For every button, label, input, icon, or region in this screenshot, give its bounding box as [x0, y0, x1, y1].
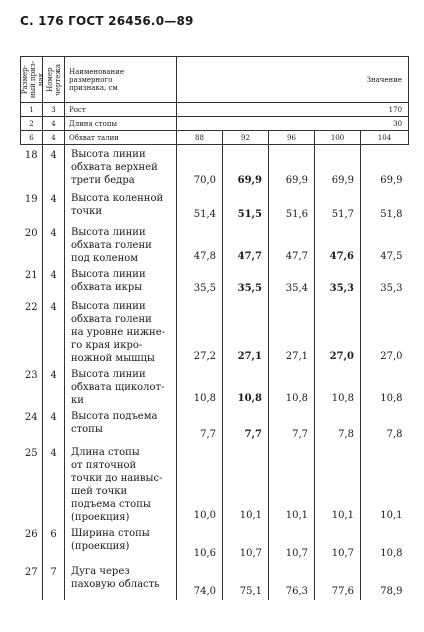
- size-104: 104: [361, 131, 409, 145]
- table-row: [21, 524, 409, 562]
- cell-value: 27,1: [269, 297, 315, 365]
- cell-value: 47,7: [223, 223, 269, 265]
- row-name: Высота линии обхвата икры: [65, 265, 177, 297]
- cell-value: 69,9: [361, 145, 409, 189]
- cell-value: 10,7: [315, 524, 361, 562]
- table-row: [21, 407, 409, 443]
- cell-value: 10,8: [361, 524, 409, 562]
- table-row: [21, 189, 409, 223]
- row-no: 1: [21, 103, 43, 117]
- cell-value: 69,9: [315, 145, 361, 189]
- row-value: 170: [177, 103, 409, 117]
- size-88: 88: [177, 131, 223, 145]
- cell-value: 10,8: [315, 365, 361, 407]
- row-drawing: 4: [43, 265, 65, 297]
- size-96: 96: [269, 131, 315, 145]
- cell-value: 35,5: [223, 265, 269, 297]
- cell-value: 51,7: [315, 189, 361, 223]
- cell-value: 47,8: [177, 223, 223, 265]
- row-drawing: 4: [43, 145, 65, 189]
- row-no: 2: [21, 117, 43, 131]
- cell-value: 70,0: [177, 145, 223, 189]
- cell-value: 7,7: [223, 407, 269, 443]
- table-row: [21, 223, 409, 265]
- table-row: [21, 145, 409, 189]
- cell-value: 51,4: [177, 189, 223, 223]
- size-92: 92: [223, 131, 269, 145]
- table-row: [21, 297, 409, 365]
- cell-value: 76,3: [269, 562, 315, 600]
- row-drawing: 4: [43, 117, 65, 131]
- row-no: 21: [24, 269, 38, 281]
- row-name: Рост: [65, 103, 177, 117]
- table-row: [21, 562, 409, 600]
- row-no: 25: [24, 447, 38, 459]
- size-100: 100: [315, 131, 361, 145]
- row-name: Высота подъема стопы: [65, 407, 177, 443]
- row-name: Ширина стопы (проекция): [65, 524, 177, 562]
- row-no: 23: [24, 369, 38, 381]
- col-header-name: Наименование размерного признака, см: [65, 57, 177, 103]
- cell-value: 10,6: [177, 524, 223, 562]
- row-no: 19: [24, 193, 38, 205]
- cell-value: 47,6: [315, 223, 361, 265]
- cell-value: 10,7: [269, 524, 315, 562]
- table-row: [21, 443, 409, 524]
- cell-value: 69,9: [223, 145, 269, 189]
- row-name: Обхват талии: [65, 131, 177, 145]
- row-no: 20: [24, 227, 38, 239]
- row-drawing: 4: [43, 407, 65, 443]
- row-no: 26: [24, 528, 38, 540]
- row-no: 18: [24, 150, 38, 161]
- page-header: С. 176 ГОСТ 26456.0—89: [20, 14, 194, 28]
- row-name: Высота линии обхвата верхней трети бедра: [65, 145, 177, 189]
- row-name: Длина стопы: [65, 117, 177, 131]
- cell-value: 75,1: [223, 562, 269, 600]
- row-drawing: 6: [43, 524, 65, 562]
- row-no: 22: [24, 301, 38, 313]
- table-row: [21, 265, 409, 297]
- cell-value: 51,6: [269, 189, 315, 223]
- row-name: Высота линии обхвата голени на уровне нижне- го края икро- ножной мышцы: [65, 297, 177, 365]
- cell-value: 78,9: [361, 562, 409, 600]
- cell-value: 7,7: [177, 407, 223, 443]
- cell-value: 27,1: [223, 297, 269, 365]
- cell-value: 7,8: [361, 407, 409, 443]
- row-drawing: 4: [43, 189, 65, 223]
- cell-value: 47,5: [361, 223, 409, 265]
- row-drawing: 4: [43, 365, 65, 407]
- cell-value: 10,1: [315, 443, 361, 524]
- cell-value: 74,0: [177, 562, 223, 600]
- cell-value: 10,7: [223, 524, 269, 562]
- cell-value: 35,3: [361, 265, 409, 297]
- row-drawing: 3: [43, 103, 65, 117]
- cell-value: 27,0: [361, 297, 409, 365]
- row-name: Длина стопы от пяточной точки до наивыс- шей точки подъема стопы (проекция): [65, 443, 177, 524]
- row-drawing: 4: [43, 223, 65, 265]
- cell-value: 27,0: [315, 297, 361, 365]
- row-name: Дуга через паховую область: [65, 562, 177, 600]
- table-row: [21, 365, 409, 407]
- row-drawing: 7: [43, 562, 65, 600]
- row-no: 24: [24, 411, 38, 423]
- cell-value: 77,6: [315, 562, 361, 600]
- table-row-waist: [21, 131, 409, 145]
- cell-value: 35,5: [177, 265, 223, 297]
- col-header-size-code: Размер- ный приз- нак: [21, 57, 43, 103]
- row-drawing: 4: [43, 297, 65, 365]
- cell-value: 10,8: [361, 365, 409, 407]
- cell-value: 10,8: [223, 365, 269, 407]
- cell-value: 7,8: [315, 407, 361, 443]
- cell-value: 10,1: [361, 443, 409, 524]
- row-name: Высота коленной точки: [65, 189, 177, 223]
- cell-value: 27,2: [177, 297, 223, 365]
- cell-value: 51,8: [361, 189, 409, 223]
- row-value: 30: [177, 117, 409, 131]
- row-drawing: 4: [43, 131, 65, 145]
- cell-value: 35,3: [315, 265, 361, 297]
- cell-value: 47,7: [269, 223, 315, 265]
- table-row-foot-length: [21, 117, 409, 131]
- table-row-height: [21, 103, 409, 117]
- cell-value: 51,5: [223, 189, 269, 223]
- measurements-table: [20, 56, 408, 600]
- cell-value: 35,4: [269, 265, 315, 297]
- row-no: 6: [21, 131, 43, 145]
- cell-value: 10,8: [177, 365, 223, 407]
- row-name: Высота линии обхвата щиколот- ки: [65, 365, 177, 407]
- row-drawing: 4: [43, 443, 65, 524]
- cell-value: 10,1: [223, 443, 269, 524]
- cell-value: 10,1: [269, 443, 315, 524]
- cell-value: 69,9: [269, 145, 315, 189]
- row-no: 27: [24, 566, 38, 578]
- cell-value: 7,7: [269, 407, 315, 443]
- row-name: Высота линии обхвата голени под коленом: [65, 223, 177, 265]
- col-header-drawing-no: Номер чертежа: [43, 57, 65, 103]
- cell-value: 10,8: [269, 365, 315, 407]
- cell-value: 10,0: [177, 443, 223, 524]
- col-header-value: Значение: [177, 57, 409, 103]
